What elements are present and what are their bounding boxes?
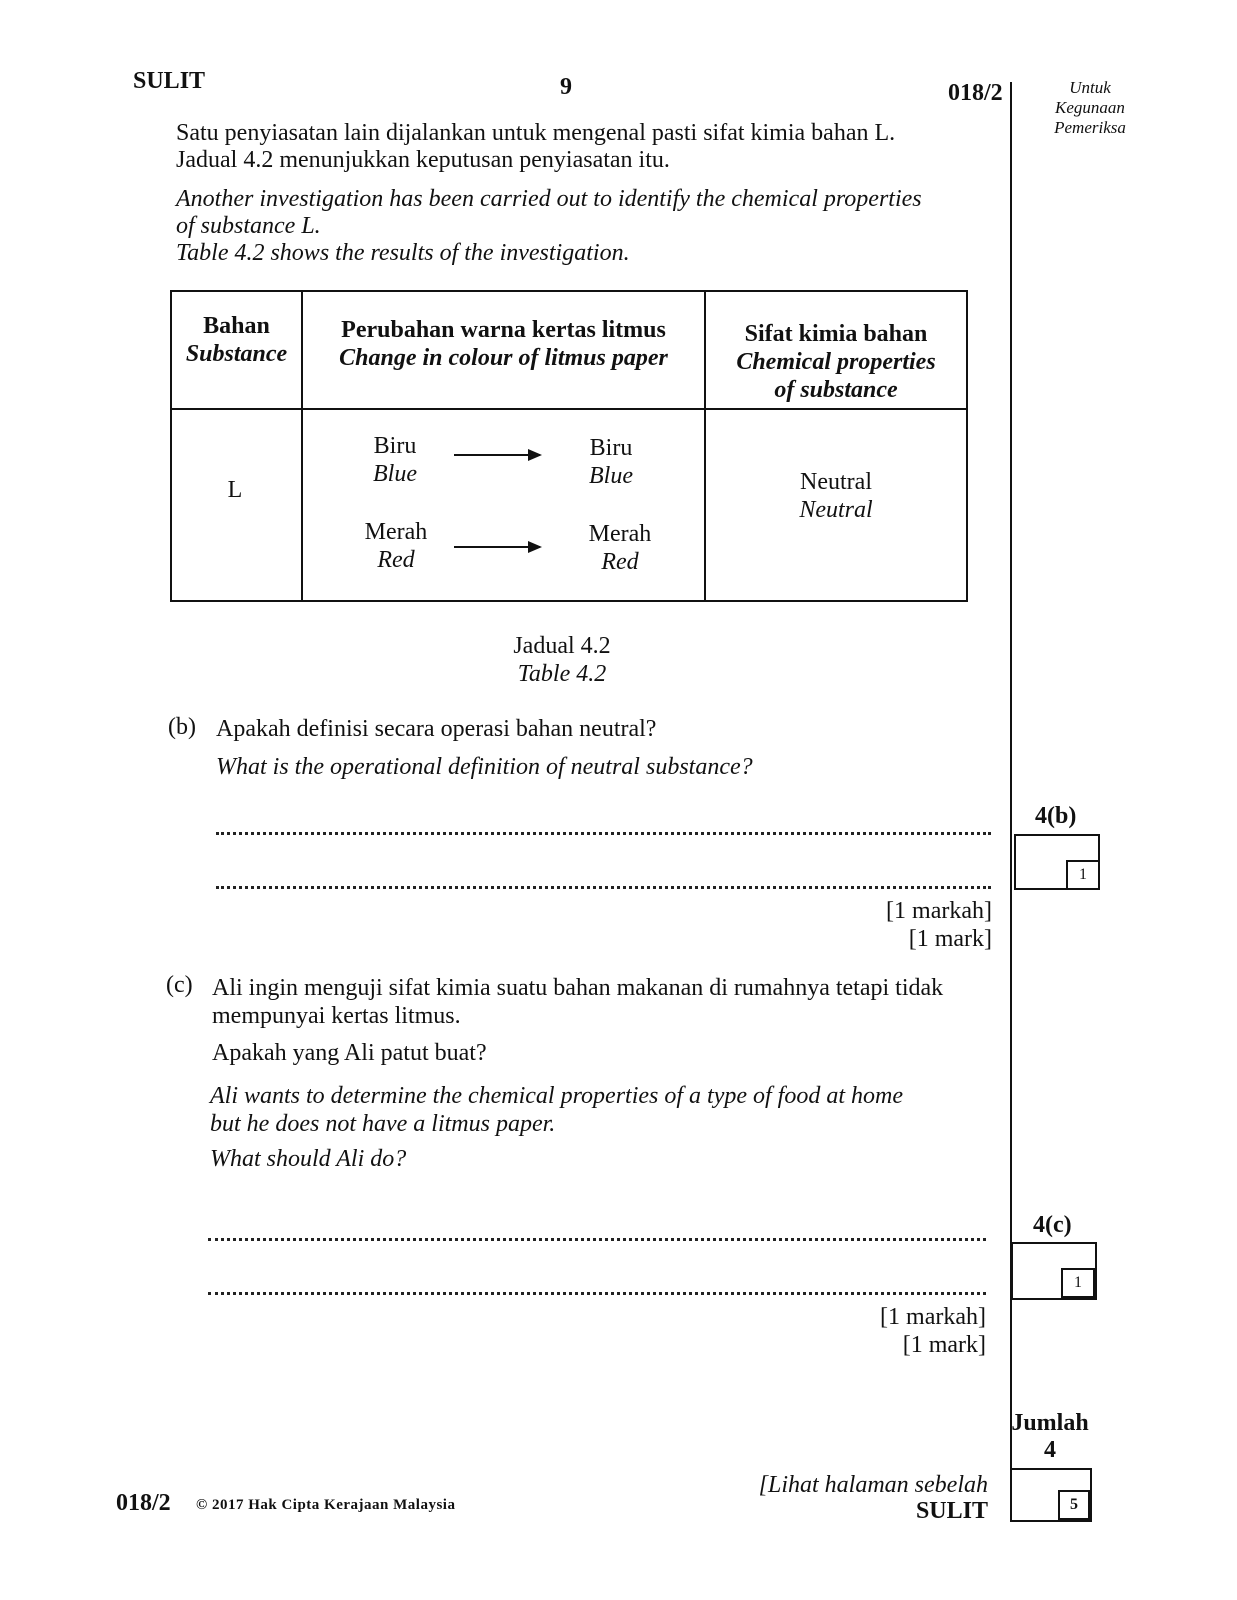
litmus-to-blue (566, 434, 656, 490)
property-malay: Neutral (800, 469, 872, 495)
question-b-letter: (b) (168, 714, 196, 740)
answer-line-c1[interactable] (208, 1238, 986, 1241)
question-c-english-question: What should Ali do? (210, 1146, 407, 1172)
question-c-english (210, 1082, 1000, 1138)
footer-classification: SULIT (915, 1498, 988, 1524)
litmus-from-blue (350, 432, 440, 488)
litmus-to-blue-malay: Biru (589, 435, 633, 461)
litmus-to-blue-english: Blue (589, 463, 633, 489)
header-properties-english2: of substance (774, 377, 898, 403)
side-label-4c: 4(c) (1033, 1212, 1072, 1238)
arrow-icon (454, 454, 540, 456)
max-score-4b: 1 (1066, 860, 1100, 890)
table-caption (462, 632, 662, 688)
intro-malay (176, 120, 895, 174)
side-note-line3: Pemeriksa (1054, 118, 1126, 137)
question-b-malay: Apakah definisi secara operasi bahan neutral? (216, 716, 657, 742)
intro-english-line3: Table 4.2 shows the results of the investigation. (176, 240, 630, 266)
header-substance-english: Substance (185, 341, 288, 367)
table-header-divider (170, 408, 968, 410)
total-label: Jumlah (1011, 1410, 1089, 1436)
table-border-bottom (170, 600, 968, 602)
header-litmus-english: Change in colour of litmus paper (339, 345, 668, 371)
cell-property (706, 468, 966, 524)
litmus-to-red-english: Red (601, 549, 639, 575)
question-c-label: (c) (166, 972, 193, 998)
caption-english: Table 4.2 (517, 661, 607, 687)
litmus-to-red-malay: Merah (588, 521, 652, 547)
answer-line-b2[interactable] (216, 886, 991, 889)
marks-c-english: [1 mark] (902, 1332, 986, 1358)
marks-b-malay: [1 markah] (886, 898, 992, 924)
footer-next-page: [Lihat halaman sebelah (758, 1472, 988, 1498)
litmus-from-blue-malay: Biru (373, 433, 417, 459)
footer-copyright: © 2017 Hak Cipta Kerajaan Malaysia (196, 1497, 456, 1513)
table-border-top (170, 290, 968, 292)
header-properties-malay: Sifat kimia bahan (744, 321, 928, 347)
header-substance-malay: Bahan (203, 313, 270, 339)
table-border-right (966, 290, 968, 602)
intro-english-line1: Another investigation has been carried out to identify the chemical properties (176, 186, 922, 212)
total-block (1008, 1410, 1092, 1464)
litmus-to-red (570, 520, 670, 576)
max-score-total: 5 (1058, 1490, 1090, 1520)
question-b-label (168, 714, 196, 741)
marks-b-english: [1 mark] (908, 926, 992, 952)
question-c-malay-line1: Ali ingin menguji sifat kimia suatu bahan makanan di rumahnya tetapi tidak (212, 975, 944, 1001)
question-c-english-line1: Ali wants to determine the chemical properties of a type of food at home (210, 1083, 903, 1109)
intro-english-line2: of substance L. (176, 213, 321, 239)
question-b-english: What is the operational definition of neutral substance? (216, 754, 753, 780)
side-note-line2: Kegunaan (1055, 98, 1125, 117)
question-c-malay (212, 974, 1002, 1030)
header-substance (172, 312, 301, 368)
question-c-malay-question: Apakah yang Ali patut buat? (212, 1040, 487, 1066)
examiner-use-note (1040, 78, 1140, 138)
header-classification: SULIT (133, 68, 206, 94)
side-label-4b: 4(b) (1035, 803, 1077, 829)
header-chemical-properties (706, 320, 966, 404)
caption-malay: Jadual 4.2 (513, 633, 611, 659)
max-score-4c: 1 (1061, 1268, 1095, 1298)
header-litmus-change (303, 316, 704, 372)
cell-substance: L (227, 477, 243, 503)
page-number: 9 (560, 74, 572, 100)
intro-malay-line1: Satu penyiasatan lain dijalankan untuk mengenal pasti sifat kimia bahan L. (176, 120, 896, 146)
litmus-from-red-malay: Merah (364, 519, 428, 545)
results-table (170, 290, 968, 602)
question-c-english-line2: but he does not have a litmus paper. (210, 1111, 556, 1137)
answer-line-c2[interactable] (208, 1292, 986, 1295)
property-english: Neutral (799, 497, 873, 523)
margin-rule (1010, 82, 1012, 1522)
question-c-malay-line2: mempunyai kertas litmus. (212, 1003, 461, 1029)
marks-c-malay: [1 markah] (880, 1304, 986, 1330)
litmus-from-red-english: Red (377, 547, 415, 573)
header-properties-english: Chemical properties (736, 349, 936, 375)
intro-english (176, 186, 1006, 267)
total-value: 4 (1044, 1437, 1056, 1463)
paper-code: 018/2 (948, 80, 1003, 106)
footer-code: 018/2 (116, 1490, 171, 1516)
side-note-line1: Untuk (1069, 78, 1111, 97)
answer-line-b1[interactable] (216, 832, 991, 835)
arrow-icon (454, 546, 540, 548)
litmus-from-blue-english: Blue (373, 461, 417, 487)
header-litmus-malay: Perubahan warna kertas litmus (341, 317, 666, 343)
intro-malay-line2: Jadual 4.2 menunjukkan keputusan penyiasatan itu. (176, 147, 670, 173)
litmus-from-red (346, 518, 446, 574)
